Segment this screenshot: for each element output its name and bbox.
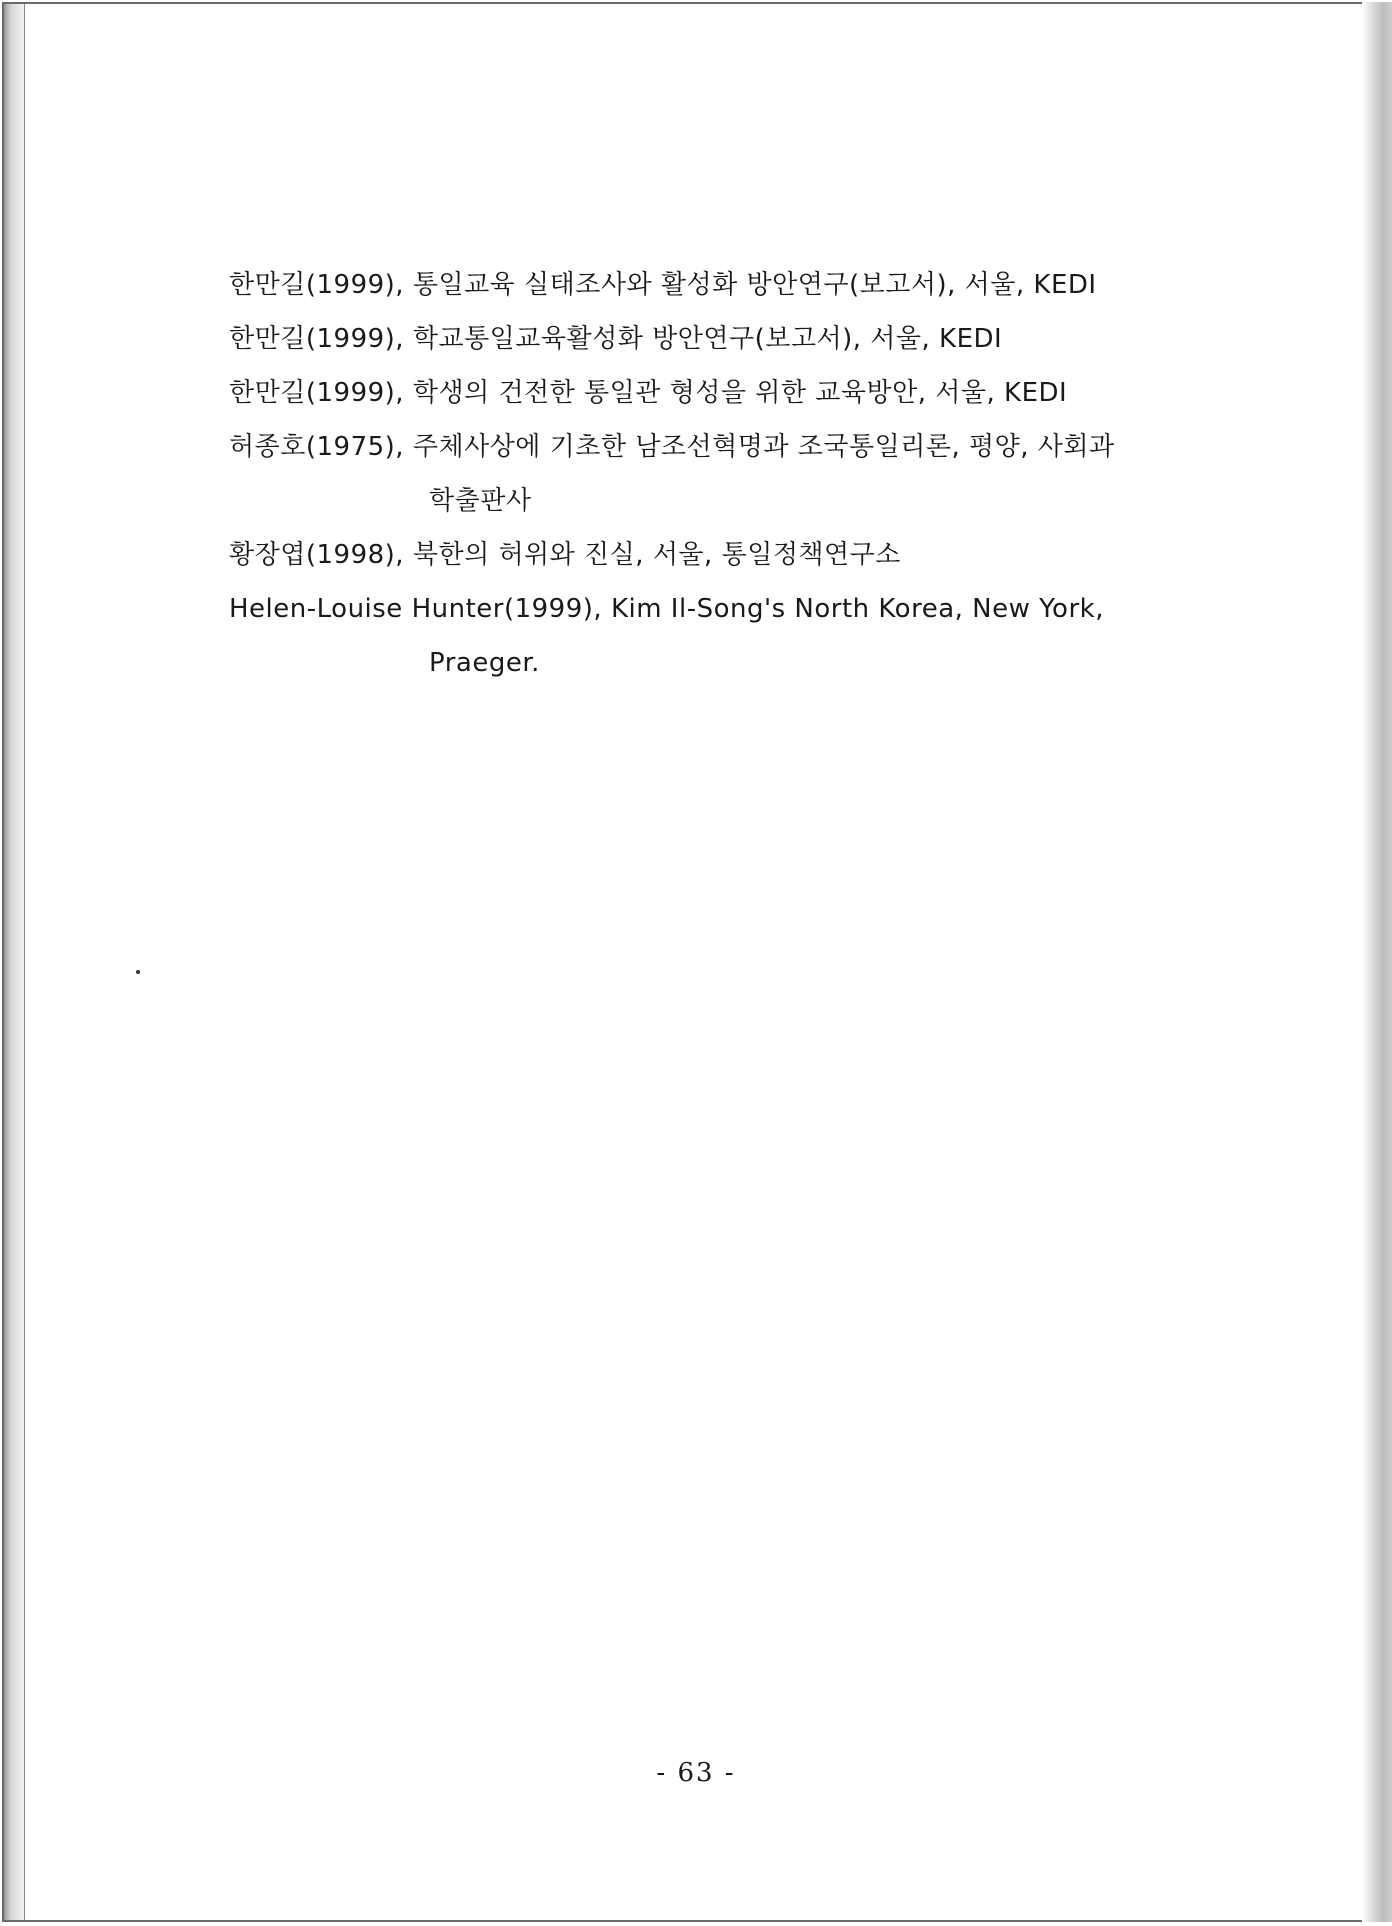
reference-entry (229, 312, 1189, 366)
page-binding-edge (4, 4, 25, 1920)
reference-entry (229, 528, 1189, 582)
reference-continuation: Praeger. (429, 648, 540, 678)
page-shadow-edge (1362, 2, 1392, 1922)
reference-list (229, 258, 1189, 690)
reference-entry (229, 258, 1189, 312)
reference-text: 황장엽(1998), 북한의 허위와 진실, 서울, 통일정책연구소 (229, 540, 901, 570)
reference-text: 한만길(1999), 학생의 건전한 통일관 형성을 위한 교육방안, 서울, KEDI (229, 378, 1068, 408)
reference-entry (229, 582, 1189, 690)
reference-text: 한만길(1999), 학교통일교육활성화 방안연구(보고서), 서울, KEDI (229, 324, 1003, 354)
reference-entry (229, 366, 1189, 420)
reference-text: Helen-Louise Hunter(1999), Kim Il-Song's North Korea, New York, (229, 594, 1104, 624)
scan-speck (136, 970, 140, 974)
reference-text: 허종호(1975), 주체사상에 기초한 남조선혁명과 조국통일리론, 평양, 사회과 (229, 432, 1115, 462)
page-number: - 63 - (656, 1758, 736, 1788)
reference-entry (229, 420, 1189, 528)
reference-continuation: 학출판사 (429, 486, 532, 516)
reference-text: 한만길(1999), 통일교육 실태조사와 활성화 방안연구(보고서), 서울, KEDI (229, 270, 1097, 300)
